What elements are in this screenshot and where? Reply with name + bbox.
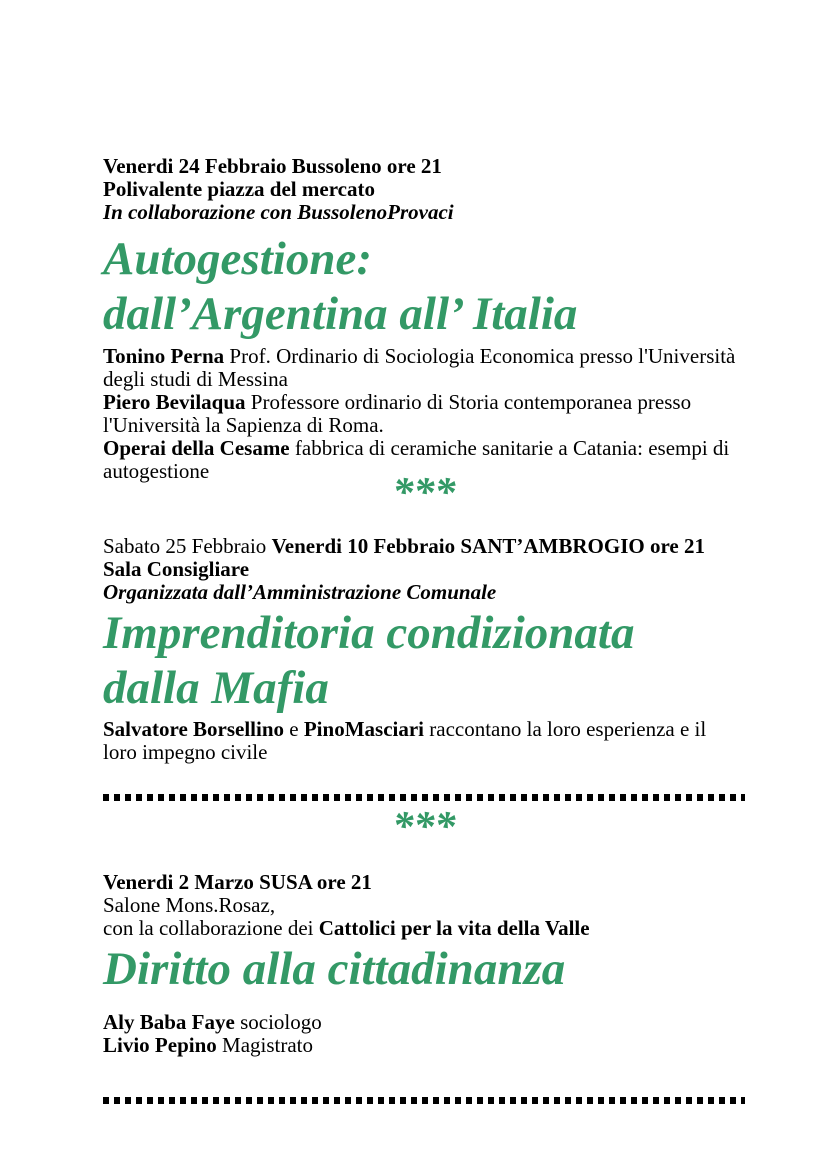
event2-title-line1: Imprenditoria condizionata [103,607,635,659]
event-block-susa [103,871,745,1057]
event3-collaboration-line [103,917,745,940]
speaker-name: PinoMasciari [303,717,425,741]
speaker-name: Piero Bevilaqua [103,390,246,414]
event1-date-location-line: Venerdi 24 Febbraio Bussoleno ore 21 [103,154,442,178]
event1-title-line2: dall’Argentina all’ Italia [103,288,578,340]
event2-title [103,606,745,716]
event3-collab-bold: Cattolici per la vita della Valle [318,916,590,940]
speaker-name: Salvatore Borsellino [103,717,285,741]
speaker-role: Magistrato [216,1033,314,1057]
event3-speaker-list [103,1011,745,1057]
event1-title-line1: Autogestione: [103,233,372,285]
speaker-entry [103,345,745,391]
speaker-role: Professore ordinario di Storia contemporanea presso l'Università la Sapienza di Roma. [103,390,692,437]
description-text: raccontano la loro esperienza e il loro impegno civile [103,717,707,764]
speaker-role: sociologo [234,1010,322,1034]
event-block-bussoleno [103,154,745,516]
event2-title-line2: dalla Mafia [103,662,329,714]
description-text: e [284,717,304,741]
event2-venue-line: Sala Consigliare [103,557,250,581]
speaker-entry [103,1034,745,1057]
stars-separator: *** [392,804,456,850]
event2-description [103,718,745,764]
event3-venue-line: Salone Mons.Rosaz, [103,893,276,917]
event2-date-location-line [103,535,745,558]
speaker-name: Livio Pepino [103,1033,217,1057]
event2-date-regular: Sabato 25 Febbraio [103,534,272,558]
event3-title [103,942,745,997]
speaker-name: Operai della Cesame [103,436,290,460]
speaker-entry [103,1011,745,1034]
speaker-role: fabbrica di ceramiche sanitarie a Catania: esempi di autogestione [103,436,730,483]
event3-collab-regular: con la collaborazione dei [103,916,319,940]
stars-separator: *** [392,470,456,516]
event2-date-bold: Venerdi 10 Febbraio SANT’AMBROGIO ore 21 [271,534,705,558]
speaker-role: Prof. Ordinario di Sociologia Economica presso l'Università degli studi di Messina [103,344,736,391]
event1-title [103,232,745,342]
dotted-divider [103,794,745,801]
speaker-name: Aly Baba Faye [103,1010,235,1034]
event1-collaboration-line: In collaborazione con BussolenoProvaci [103,200,454,224]
event3-date-location-line: Venerdi 2 Marzo SUSA ore 21 [103,870,372,894]
event-block-santambrogio [103,535,745,764]
event2-organizer-line: Organizzata dall’Amministrazione Comunale [103,580,497,604]
event1-venue-line: Polivalente piazza del mercato [103,177,375,201]
event3-title-line1: Diritto alla cittadinanza [103,943,566,995]
speaker-name: Tonino Perna [103,344,225,368]
event1-speaker-list [103,345,745,483]
dotted-divider [103,1097,745,1104]
speaker-entry [103,391,745,437]
